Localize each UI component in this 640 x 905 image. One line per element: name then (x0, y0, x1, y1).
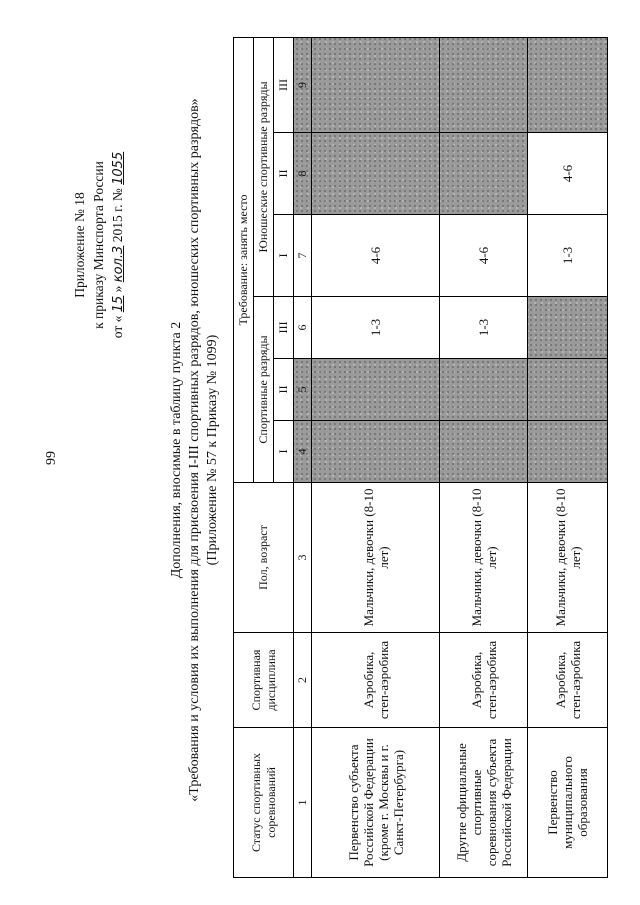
row-cell-c8 (440, 133, 528, 215)
row-gender-age: Мальчики, девочки (8-10 лет) (528, 483, 608, 633)
row-gender-age: Мальчики, девочки (8-10 лет) (440, 483, 528, 633)
appendix-date-from: от « (110, 315, 125, 339)
title-line-3: (Приложение № 57 к Приказу № 1099) (205, 334, 220, 566)
table-row (528, 37, 608, 877)
appendix-date-mid: » (110, 285, 125, 293)
column-number-row (294, 37, 312, 877)
header-discipline: Спортивная дисциплина (234, 633, 294, 728)
document-title (168, 55, 222, 845)
header-youth-rank-I: I (274, 215, 294, 297)
row-discipline: Аэробика, степ-аэробика (312, 633, 440, 728)
header-rank-I: I (274, 421, 294, 483)
header-status: Статус спортивных соревнований (234, 728, 294, 878)
col-number: 4 (294, 421, 312, 483)
col-number: 9 (294, 37, 312, 132)
row-cell-c6: 1-3 (440, 297, 528, 359)
col-number: 7 (294, 215, 312, 297)
row-gender-age: Мальчики, девочки (8-10 лет) (312, 483, 440, 633)
appendix-date-year: 2015 г. № (110, 188, 125, 243)
header-youth-ranks: Юношеские спортивные разряды (254, 37, 274, 296)
row-cell-c5 (440, 359, 528, 421)
row-cell-c9 (440, 37, 528, 132)
title-line-1: Дополнения, вносимые в таблицу пункта 2 (169, 321, 184, 579)
row-cell-c9 (528, 37, 608, 132)
appendix-order-ref: к приказу Минспорта России (91, 161, 106, 329)
row-status: Первенство муниципального образования (528, 728, 608, 878)
row-cell-c5 (528, 359, 608, 421)
row-cell-c6 (528, 297, 608, 359)
header-rank-II: II (274, 359, 294, 421)
header-requirement: Требование: занять место (234, 37, 254, 482)
row-cell-c7: 4-6 (312, 215, 440, 297)
row-cell-c4 (312, 421, 440, 483)
header-youth-rank-II: II (274, 133, 294, 215)
row-cell-c5 (312, 359, 440, 421)
page-number: 99 (44, 451, 59, 465)
col-number: 8 (294, 133, 312, 215)
row-discipline: Аэробика, степ-аэробика (440, 633, 528, 728)
requirements-table (233, 37, 608, 878)
table-row (312, 37, 440, 877)
header-row-1 (234, 37, 254, 877)
appendix-date-line (108, 95, 128, 395)
col-number: 5 (294, 359, 312, 421)
row-cell-c8 (312, 133, 440, 215)
row-status: Другие официальные спортивные соревнования субъекта Российской Федерации (440, 728, 528, 878)
row-cell-c8: 4-6 (528, 133, 608, 215)
table-row (440, 37, 528, 877)
appendix-order-number: 1055 (111, 151, 126, 185)
col-number: 2 (294, 633, 312, 728)
appendix-date-month: кол.3 (111, 245, 126, 283)
row-discipline: Аэробика, степ-аэробика (528, 633, 608, 728)
appendix-block (70, 95, 128, 395)
col-number: 6 (294, 297, 312, 359)
header-rank-III: III (274, 297, 294, 359)
header-sport-ranks: Спортивные разряды (254, 297, 274, 483)
row-status: Первенство субъекта Российской Федерации (кроме г. Москвы и г. Санкт-Петербурга) (312, 728, 440, 878)
row-cell-c6: 1-3 (312, 297, 440, 359)
appendix-title: Приложение № 18 (72, 192, 87, 298)
title-line-2: «Требования и условия их выполнения для присвоения I-III спортивных разрядов, юношеских спортивных разрядов» (187, 98, 202, 802)
row-cell-c9 (312, 37, 440, 132)
row-cell-c4 (440, 421, 528, 483)
appendix-date-day: 15 (111, 295, 126, 313)
row-cell-c7: 1-3 (528, 215, 608, 297)
row-cell-c4 (528, 421, 608, 483)
row-cell-c7: 4-6 (440, 215, 528, 297)
header-youth-rank-III: III (274, 37, 294, 132)
col-number: 1 (294, 728, 312, 878)
header-gender-age: Пол, возраст (234, 483, 294, 633)
col-number: 3 (294, 483, 312, 633)
